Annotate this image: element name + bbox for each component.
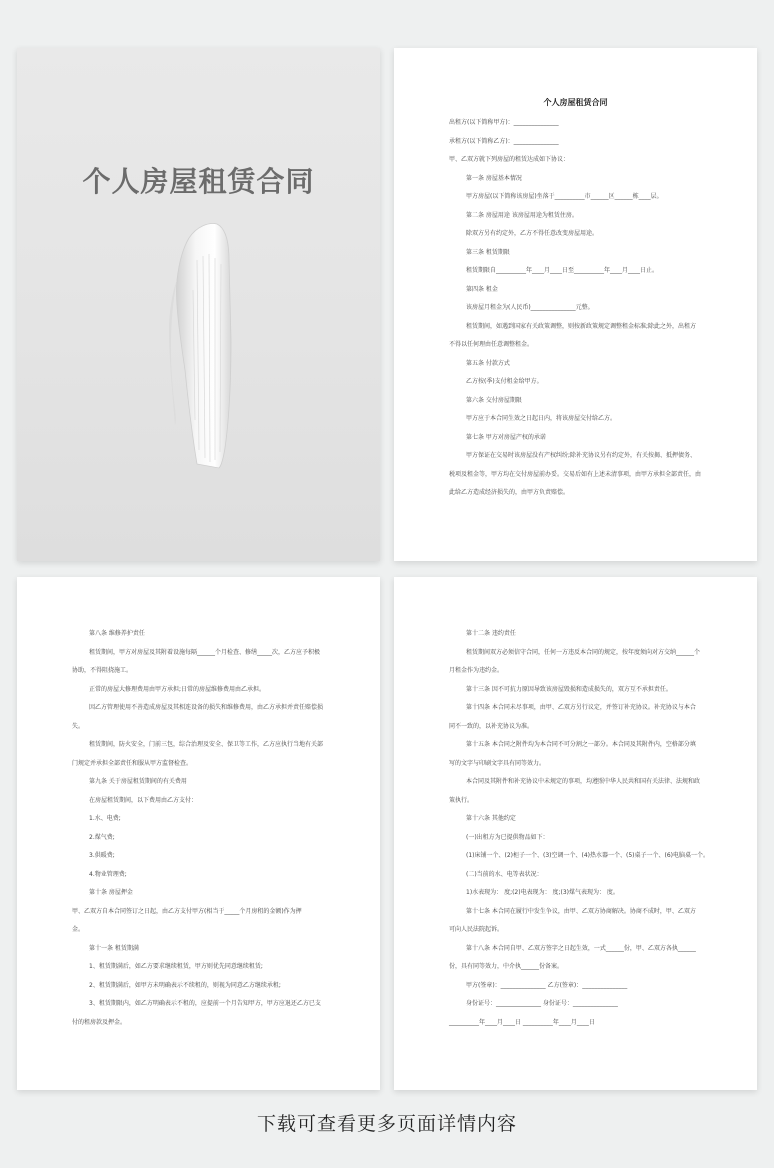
contract-line: 策执行。	[449, 796, 474, 804]
contract-line: 协助，不得阻挠施工。	[72, 667, 133, 674]
contract-line: 税项及租金等，甲方均在交付房屋前办妥。交易后如有上述未清事项，由甲方承担全部责任，由	[449, 470, 702, 478]
contract-line: 第一条 房屋基本情况	[466, 174, 522, 182]
contract-line: 第二条 房屋用途 该房屋用途为租赁住房。	[466, 211, 578, 219]
contract-line: 可向人民法院起诉。	[449, 926, 504, 933]
contract-line: 第七条 甲方对房屋产权的承诺	[466, 433, 546, 441]
contract-line: 月租金作为违约金。	[449, 667, 504, 674]
contract-line: 金。	[72, 926, 85, 933]
contract-line: (二)当前的水、电等表状况：	[466, 870, 543, 878]
contract-line: 此给乙方造成经济损失的，由甲方负责赔偿。	[449, 489, 570, 496]
contract-line: 身份证号：_______________ 身份证号：_______________	[466, 1000, 618, 1007]
contract-line: 第六条 交付房屋期限	[466, 396, 522, 404]
contract-line: 第九条 关于房屋租赁期间的有关费用	[89, 778, 187, 785]
contract-line: 份，具有同等效力，中介执______份备案。	[449, 963, 564, 970]
contract-line: 甲方房屋(以下简称该房屋)坐落于__________市______区______栋____层。	[466, 193, 663, 200]
contract-line: 付的租房款及押金。	[72, 1018, 127, 1026]
contract-line: 乙方按(季)支付租金给甲方。	[466, 378, 543, 385]
paint-stroke-image	[167, 220, 237, 470]
contract-line: (一)出租方为已提供物品如下：	[466, 833, 549, 841]
contract-line: __________年____月____日 __________年____月____日	[449, 1018, 595, 1026]
contract-line: 甲、乙双方就下列房屋的租赁达成如下协议：	[449, 156, 570, 163]
contract-line: 第十五条 本合同之附件均为本合同不可分割之一部分。本合同及其附件内，空格部分填	[466, 741, 696, 748]
contract-body	[394, 625, 757, 1032]
contract-line: 第八条 维修养护责任	[89, 630, 145, 637]
contract-line: 租赁期限自__________年____月____日至__________年____月____日止。	[466, 267, 659, 274]
contract-line: 在房屋租赁期间，以下费用由乙方支付：	[89, 796, 198, 804]
contract-line: 3、租赁期限内，如乙方明确表示不租的，应提前一个月告知甲方，甲方应退还乙方已支	[89, 1000, 321, 1007]
contract-line: 因乙方管理使用不善造成房屋及其相连设备的损失和维修费用，由乙方承担并责任赔偿损	[89, 704, 324, 711]
contract-line: 甲方(签章)：_______________ 乙方(签章)：_______________	[466, 981, 628, 989]
contract-line: 2.煤气费;	[89, 833, 115, 841]
contract-page-2	[17, 577, 380, 1090]
contract-line: 该房屋月租金为(人民币)_______________元整。	[466, 304, 594, 311]
contract-line: 1.水、电费;	[89, 815, 121, 822]
contract-line: 失。	[72, 722, 85, 730]
contract-line: 第十条 房屋押金	[89, 889, 133, 896]
contract-line: 2、租赁期满后，如甲方未明确表示不续租的，则视为同意乙方继续承租;	[89, 981, 281, 989]
contract-line: 3.供暖费;	[89, 852, 115, 859]
contract-line: 第十三条 因不可抗力原因导致该房屋毁损和造成损失的，双方互不承担责任。	[466, 685, 672, 693]
contract-line: 租赁期间，甲方对房屋及其附着设施每隔______个月检查、修缮_____次，乙方应予积极	[89, 648, 321, 656]
contract-line: 同不一致的，以补充协议为准。	[449, 722, 534, 730]
contract-page-3	[394, 577, 757, 1090]
contract-line: 第三条 租赁期限	[466, 248, 510, 256]
contract-line: 甲、乙双方自本合同签订之日起，由乙方支付甲方(相当于_____个月房租的金额)作为押	[72, 907, 302, 915]
contract-line: 1、租赁期满后，如乙方要求继续租赁，甲方则优先同意继续租赁;	[89, 963, 263, 970]
contract-line: 4.物业管理费;	[89, 870, 127, 878]
contract-line: 第十一条 租赁期满	[89, 944, 139, 952]
contract-body	[17, 625, 380, 1032]
contract-line: 第十四条 本合同未尽事项，由甲、乙双方另行议定，并签订补充协议。补充协议与本合	[466, 704, 696, 711]
contract-line: 不得以任何理由任意调整租金。	[449, 341, 534, 348]
contract-line: (1)床铺一个、(2)柜子一个、(3)空调一个、(4)热水器一个、(5)桌子一个、(6)电脑桌一个。	[466, 852, 709, 859]
contract-line: 本合同及其附件和补充协议中未规定的事项，均遵照中华人民共和国有关法律、法规和政	[466, 778, 701, 785]
cover-page	[17, 48, 380, 561]
contract-line: 租赁期间双方必须信守合同，任何一方违反本合同的规定，按年度须向对方交纳______个	[466, 648, 701, 656]
contract-line: 1)水表现为： 度;(2)电表现为： 度;(3)煤气表现为： 度。	[466, 889, 619, 896]
cover-title: 个人房屋租赁合同	[82, 165, 315, 198]
contract-line: 第五条 付款方式	[466, 359, 510, 367]
contract-title: 个人房屋租赁合同	[543, 98, 608, 107]
contract-line: 第十七条 本合同在履行中发生争议，由甲、乙双方协商解决。协商不成时，甲、乙双方	[466, 907, 696, 915]
contract-line: 第十八条 本合同自甲、乙双方签字之日起生效，一式______份，甲、乙双方各执______	[466, 944, 696, 952]
contract-line: 出租方(以下简称甲方)：_______________	[449, 119, 559, 126]
contract-line: 门规定并承担全部责任和服从甲方监督检查。	[72, 759, 193, 767]
contract-line: 甲方应于本合同生效之日起日内，将该房屋交付给乙方。	[466, 415, 617, 422]
contract-line: 除双方另有约定外，乙方不得任意改变房屋用途。	[466, 230, 599, 237]
download-hint-text: 下载可查看更多页面详情内容	[256, 1113, 517, 1135]
contract-line: 写的文字与印刷文字具有同等效力。	[449, 759, 546, 767]
contract-line: 承租方(以下简称乙方)：_______________	[449, 137, 559, 145]
contract-body	[394, 114, 757, 503]
contract-line: 第四条 租金	[466, 285, 498, 293]
contract-page-1	[394, 48, 757, 561]
contract-line: 正常的房屋大修理费用由甲方承担;日常的房屋维修费用由乙承担。	[89, 685, 266, 693]
contract-line: 甲方保证在交易时该房屋没有产权纠纷;除补充协议另有约定外，有关按揭、抵押债务、	[466, 452, 697, 459]
contract-line: 第十二条 违约责任	[466, 630, 516, 637]
contract-line: 第十六条 其他约定	[466, 815, 516, 822]
contract-line: 租赁期间，如遇到国家有关政策调整，则按新政策规定调整租金标准;除此之外，出租方	[466, 322, 697, 330]
contract-line: 租赁期间，防火安全，门前三包，综合治理及安全、保卫等工作，乙方应执行当地有关部	[89, 741, 324, 748]
